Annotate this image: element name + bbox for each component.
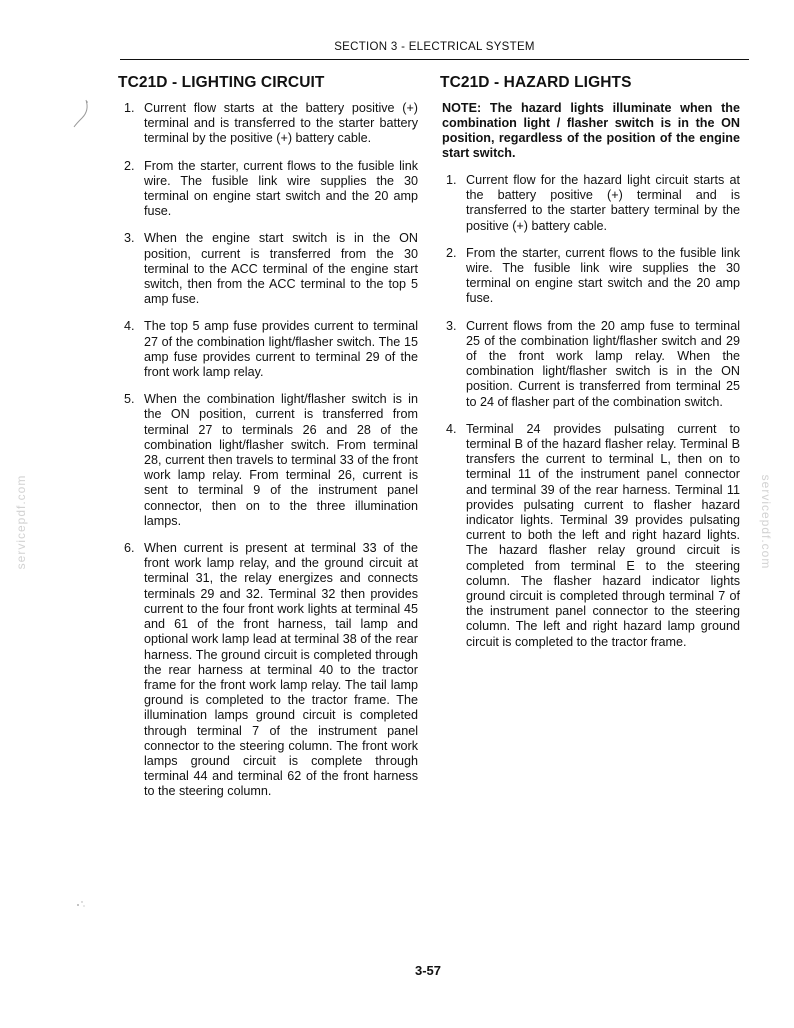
page-number: 3-57 [414,963,442,978]
step-text: Terminal 24 provides pulsating current to terminal B of the hazard flasher relay. Terminal B transfers the current to terminal L, then on to terminal 11 of the instrument panel connector and terminal 39 of the rear harness. Terminal 11 provides pulsating current to flasher hazard indicator lights. Terminal 39 provides pulsating current to both the left and right hazard lights. The hazard flasher relay ground circuit is completed from terminal E to the steering column. The flasher hazard indicator lights ground circuit is completed through terminal 7 of the instrument panel connector to the steering column. The left and right hazard lamp ground circuit is completed to the tractor frame. [466,421,740,649]
hazard-lights-title: TC21D - HAZARD LIGHTS [440,74,632,91]
step-number: 3. [446,318,457,333]
step-number: 3. [124,231,135,246]
step-number: 1. [124,101,135,115]
step-text: When the combination light/flasher switch is in the ON position, current is transferred from terminal 27 to terminals 26 and 28 of the combination light/flasher switch. From terminal 28, current then travels to terminal 33 of the front work lamp relay. From terminal 26, current is sent to terminal 9 of the instrument panel connector, then on to the three illumination lamps. [144,392,418,528]
step-text: The top 5 amp fuse provides current to terminal 27 of the combination light/flasher switch. The 15 amp fuse provides current to terminal 29 of the front work lamp relay. [144,319,418,380]
hazard-lights-column [440,70,740,662]
step-number: 6. [124,541,135,556]
watermark-left: servicepdf.com [14,474,28,570]
step-text: When the engine start switch is in the ON position, current is transferred from the 30 terminal to the ACC terminal of the engine start switch, then from the ACC terminal to the top 5 amp fuse. [144,231,418,307]
hazard-note: NOTE: The hazard lights illuminate when the combination light / flasher switch is in the ON position, regardless of the position of the engine start switch. [442,101,740,160]
header-rule [120,59,749,60]
lighting-circuit-steps [118,101,418,800]
list-item [440,246,740,307]
lighting-circuit-title: TC21D - LIGHTING CIRCUIT [118,74,325,91]
step-text: When current is present at terminal 33 of the front work lamp relay, and the ground circuit at terminal 31, the relay energizes and connects terminals 29 and 32. Terminal 32 then provides current to the four front work lights at terminal 45 and 61 of the front harness, tail lamp and optional work lamp lead at terminal 38 of the rear harness. The ground circuit is completed through the rear harness at terminal 40 to the tractor frame for the front work lamp relay. The tail lamp ground is completed to the tractor frame. The illumination lamps ground circuit is completed through terminal 7 of the instrument panel connector to the steering column. The front work lamps ground circuit is complete through terminal 44 and terminal 62 of the front harness to the steering column. [144,541,418,799]
step-text: Current flows from the 20 amp fuse to terminal 25 of the combination light/flasher switch and 29 of the front work lamp relay. When the combination light/flasher switch is in the ON position. Current is transferred from terminal 25 to 24 of flasher part of the combination switch. [466,318,740,409]
step-number: 4. [124,319,135,334]
hazard-lights-steps [440,173,740,650]
list-item [118,319,418,380]
list-item [440,422,740,650]
list-item [118,101,418,147]
step-number: 5. [124,392,135,407]
step-number: 2. [124,158,135,173]
step-text: Current flow for the hazard light circuit starts at the battery positive (+) terminal and is transferred to the starter battery terminal by the positive (+) battery cable. [466,173,740,233]
list-item [440,173,740,234]
step-text: From the starter, current flows to the fusible link wire. The fusible link wire supplies the 30 terminal on engine start switch and the 20 amp fuse. [144,158,418,219]
list-item [440,319,740,410]
watermark-right: servicepdf.com [759,474,773,570]
section-header: SECTION 3 - ELECTRICAL SYSTEM [334,41,535,53]
step-number: 4. [446,421,457,436]
list-item [118,392,418,529]
step-number: 2. [446,245,457,260]
step-number: 1. [446,173,457,187]
step-text: From the starter, current flows to the fusible link wire. The fusible link wire supplies the 30 terminal on engine start switch and the 20 amp fuse. [466,245,740,306]
step-text: Current flow starts at the battery positive (+) terminal and is transferred to the starter battery terminal by the positive (+) battery cable. [144,101,418,146]
list-item [118,541,418,799]
list-item [118,159,418,220]
list-item [118,231,418,307]
lighting-circuit-column [118,70,418,812]
scan-mark-bottom [74,896,88,910]
scan-mark-top [70,98,92,130]
